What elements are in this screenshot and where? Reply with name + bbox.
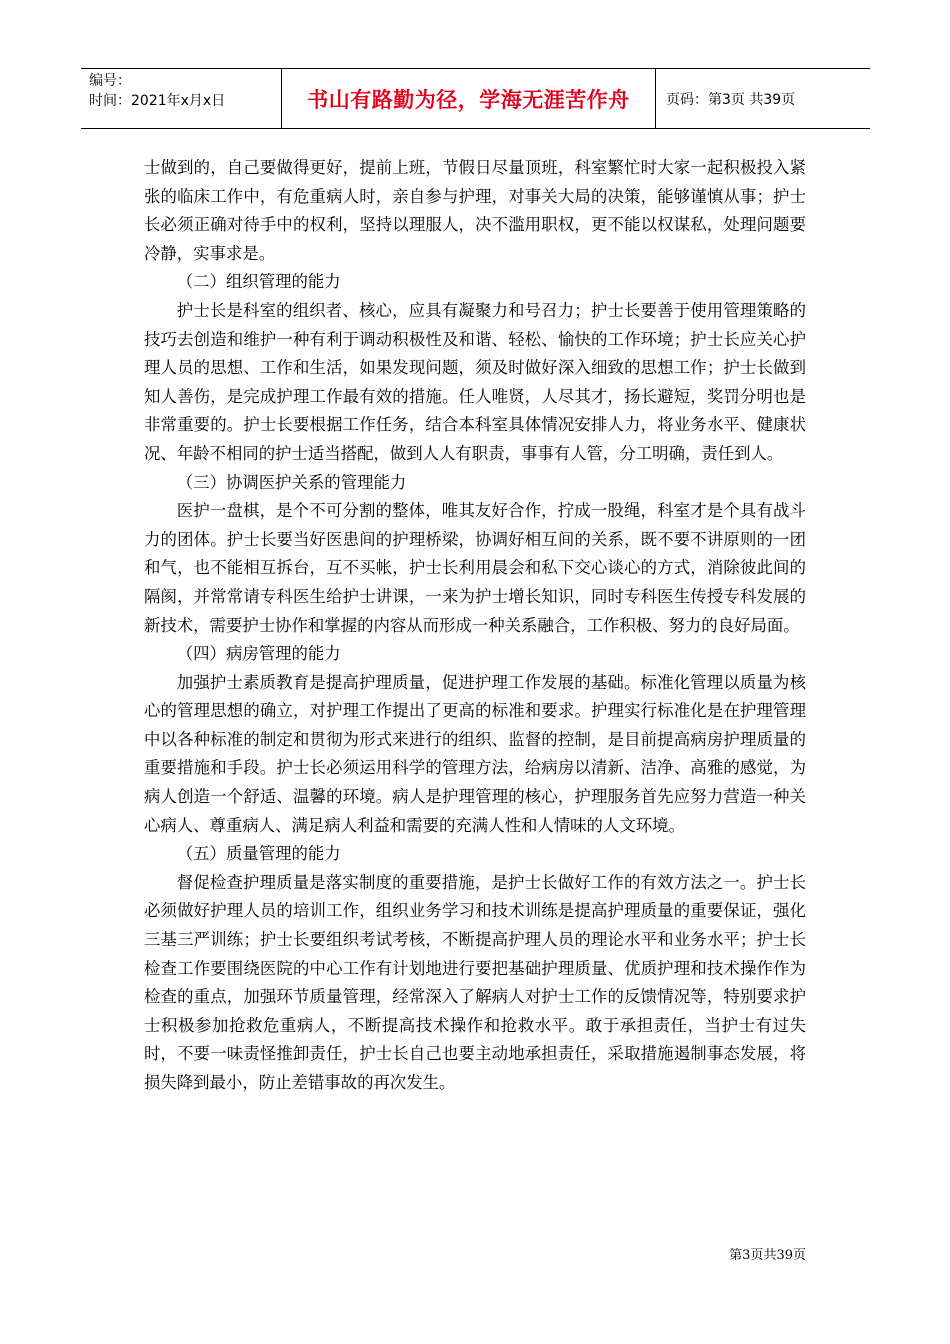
- motto-text: 书山有路勤为径，学海无涯苦作舟: [307, 87, 630, 112]
- paragraph-organization: 护士长是科室的组织者、核心，应具有凝聚力和号召力；护士长要善于使用管理策略的技巧去创造和维护一种有利于调动积极性及和谐、轻松、愉快的工作环境；护士长应关心护理人员的思想、工作和生活，如果发现问题，须及时做好深入细致的思想工作；护士长做到知人善伤，是完成护理工作最有效的措施。任人唯贤，人尽其才，扬长避短，奖罚分明也是非常重要的。护士长要根据工作任务，结合本科室具体情况安排人力，将业务水平、健康状况、年龄不相同的护士适当搭配，做到人人有职责，事事有人管，分工明确，责任到人。: [144, 300, 806, 463]
- footer-page-number: 第3页共39页: [729, 1248, 806, 1263]
- paragraph-quality: 督促检查护理质量是落实制度的重要措施，是护士长做好工作的有效方法之一。护士长必须做好护理人员的培训工作，组织业务学习和技术训练是提高护理质量的重要保证，强化三基三严训练；护士长要组织考试考核，不断提高护理人员的理论水平和业务水平；护士长检查工作要围绕医院的中心工作有计划地进行要把基础护理质量、优质护理和技术操作作为检查的重点，加强环节质量管理，经常深入了解病人对护士工作的反馈情况等，特别要求护士积极参加抢救危重病人，不断提高技术操作和抢救水平。敢于承担责任，当护士有过失时，不要一味责怪推卸责任，护士长自己也要主动地承担责任，采取措施遏制事态发展，将损失降到最小，防止差错事故的再次发生。: [144, 872, 806, 1092]
- time-label: 时间：2021年x月x日: [89, 93, 226, 109]
- section-heading-ward: （四）病房管理的能力: [176, 644, 341, 664]
- section-heading-quality: （五）质量管理的能力: [176, 844, 341, 864]
- document-body: [144, 154, 806, 1098]
- section-heading-organization: （二）组织管理的能力: [176, 272, 341, 292]
- page-footer: [729, 1244, 806, 1263]
- section-heading-coordination: （三）协调医护关系的管理能力: [176, 472, 407, 492]
- page-header: [81, 68, 870, 129]
- paragraph-continued: 士做到的，自己要做得更好，提前上班，节假日尽量顶班，科室繁忙时大家一起积极投入紧张的临床工作中，有危重病人时，亲自参与护理，对事关大局的决策，能够谨慎从事；护士长必须正确对待手中的权利，坚持以理服人，决不滥用职权，更不能以权谋私，处理问题要冷静，实事求是。: [144, 158, 806, 263]
- header-motto-cell: [282, 69, 656, 128]
- header-left-cell: [81, 69, 282, 128]
- header-right-cell: [656, 69, 870, 128]
- paragraph-coordination: 医护一盘棋，是个不可分割的整体，唯其友好合作，拧成一股绳，科室才是个具有战斗力的团体。护士长要当好医患间的护理桥梁，协调好相互间的关系，既不要不讲原则的一团和气，也不能相互拆台，互不买帐，护士长利用晨会和私下交心谈心的方式，消除彼此间的隔阂，并常常请专科医生给护士讲课，一来为护士增长知识，同时专科医生传授专科发展的新技术，需要护士协作和掌握的内容从而形成一种关系融合，工作积极、努力的良好局面。: [144, 501, 806, 635]
- paragraph-ward: 加强护士素质教育是提高护理质量，促进护理工作发展的基础。标准化管理以质量为核心的管理思想的确立，对护理工作提出了更高的标准和要求。护理实行标准化是在护理管理中以各种标准的制定和贯彻为形式来进行的组织、监督的控制，是目前提高病房护理质量的重要措施和手段。护士长必须运用科学的管理方法，给病房以清新、洁净、高雅的感觉，为病人创造一个舒适、温馨的环境。病人是护理管理的核心，护理服务首先应努力营造一种关心病人、尊重病人、满足病人利益和需要的充满人性和人情味的人文环境。: [144, 672, 806, 835]
- number-label: 编号：: [89, 73, 131, 89]
- page-code: 页码：第3页 共39页: [666, 91, 796, 108]
